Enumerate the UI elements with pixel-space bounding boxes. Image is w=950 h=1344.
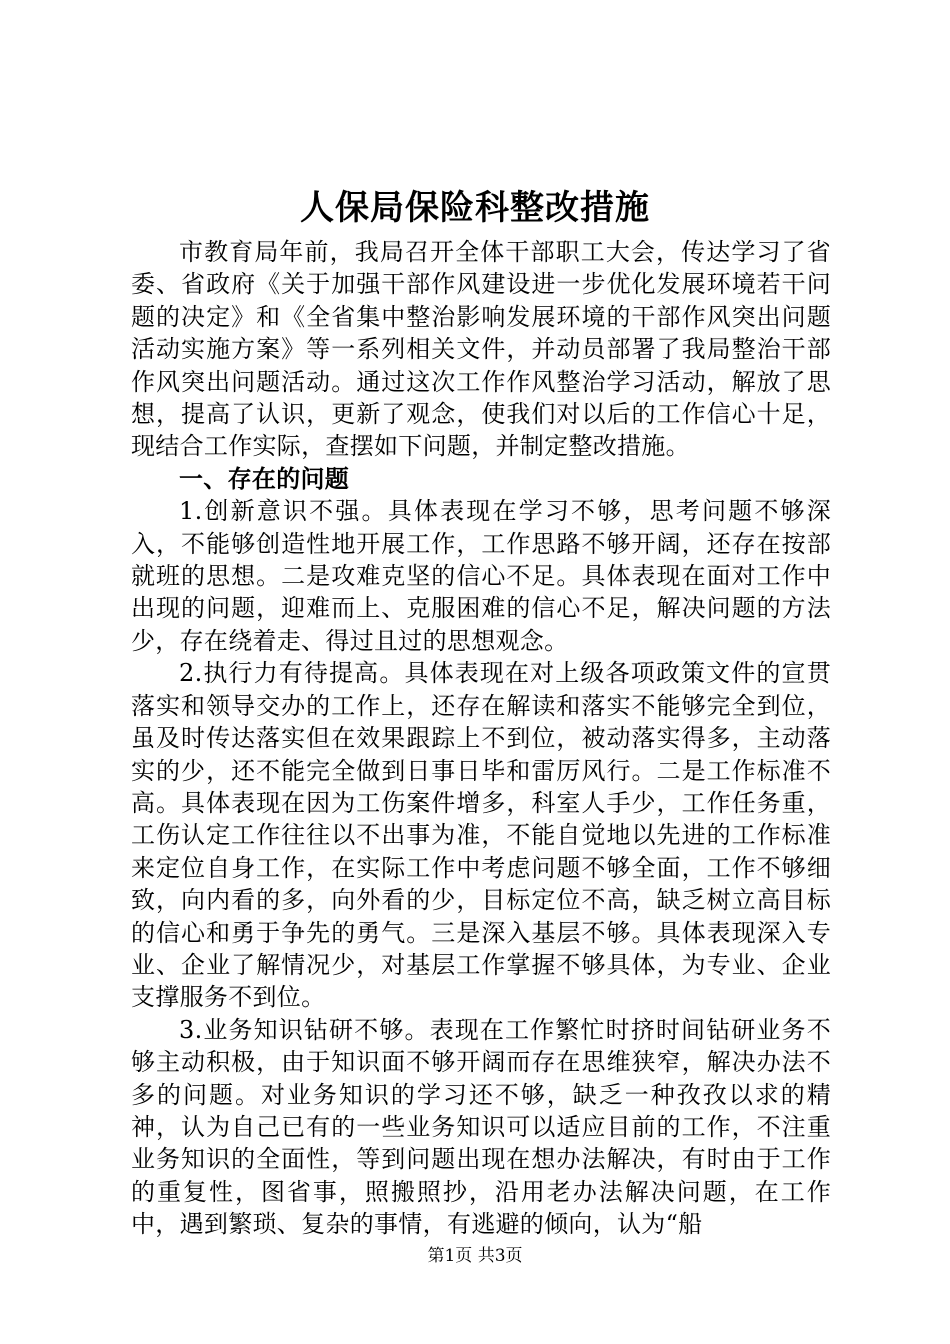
- page-footer: 第1页 共3页: [427, 1246, 523, 1266]
- document-body: [131, 236, 831, 1241]
- list-item-3: 3.业务知识钻研不够。表现在工作繁忙时挤时间钻研业务不够主动积极，由于知识面不够开阔而存在思维狭窄，解决办法不多的问题。对业务知识的学习还不够，缺乏一种孜孜以求的精神，认为自己已有的一些业务知识可以适应目前的工作，不注重业务知识的全面性，等到问题出现在想办法解决，有时由于工作的重复性，图省事，照搬照抄，沿用老办法解决问题，在工作中，遇到繁琐、复杂的事情，有逃避的倾向，认为“船: [131, 1015, 831, 1239]
- section-heading: 一、存在的问题: [179, 463, 350, 493]
- document-title: 人保局保险科整改措施: [300, 188, 650, 228]
- list-item-1: 1.创新意识不强。具体表现在学习不够，思考问题不够深入，不能够创造性地开展工作，工作思路不够开阔，还存在按部就班的思想。二是攻难克坚的信心不足。具体表现在面对工作中出现的问题，迎难而上、克服困难的信心不足，解决问题的方法少，存在绕着走、得过且过的思想观念。: [131, 497, 831, 655]
- intro-paragraph: 市教育局年前，我局召开全体干部职工大会，传达学习了省委、省政府《关于加强干部作风建设进一步优化发展环境若干问题的决定》和《全省集中整治影响发展环境的干部作风突出问题活动实施方案》等一系列相关文件，并动员部署了我局整治干部作风突出问题活动。通过这次工作作风整治学习活动，解放了思想，提高了认识，更新了观念，使我们对以后的工作信心十足，现结合工作实际，查摆如下问题，并制定整改措施。: [131, 238, 831, 461]
- list-item-2: 2.执行力有待提高。具体表现在对上级各项政策文件的宣贯落实和领导交办的工作上，还存在解读和落实不能够完全到位，虽及时传达落实但在效果跟踪上不到位，被动落实得多，主动落实的少，还不能完全做到日事日毕和雷厉风行。二是工作标准不高。具体表现在因为工伤案件增多，科室人手少，工作任务重，工伤认定工作往往以不出事为准，不能自觉地以先进的工作标准来定位自身工作，在实际工作中考虑问题不够全面，工作不够细致，向内看的多，向外看的少，目标定位不高，缺乏树立高目标的信心和勇于争先的勇气。三是深入基层不够。具体表现深入专业、企业了解情况少，对基层工作掌握不够具体，为专业、企业支撑服务不到位。: [131, 659, 831, 1012]
